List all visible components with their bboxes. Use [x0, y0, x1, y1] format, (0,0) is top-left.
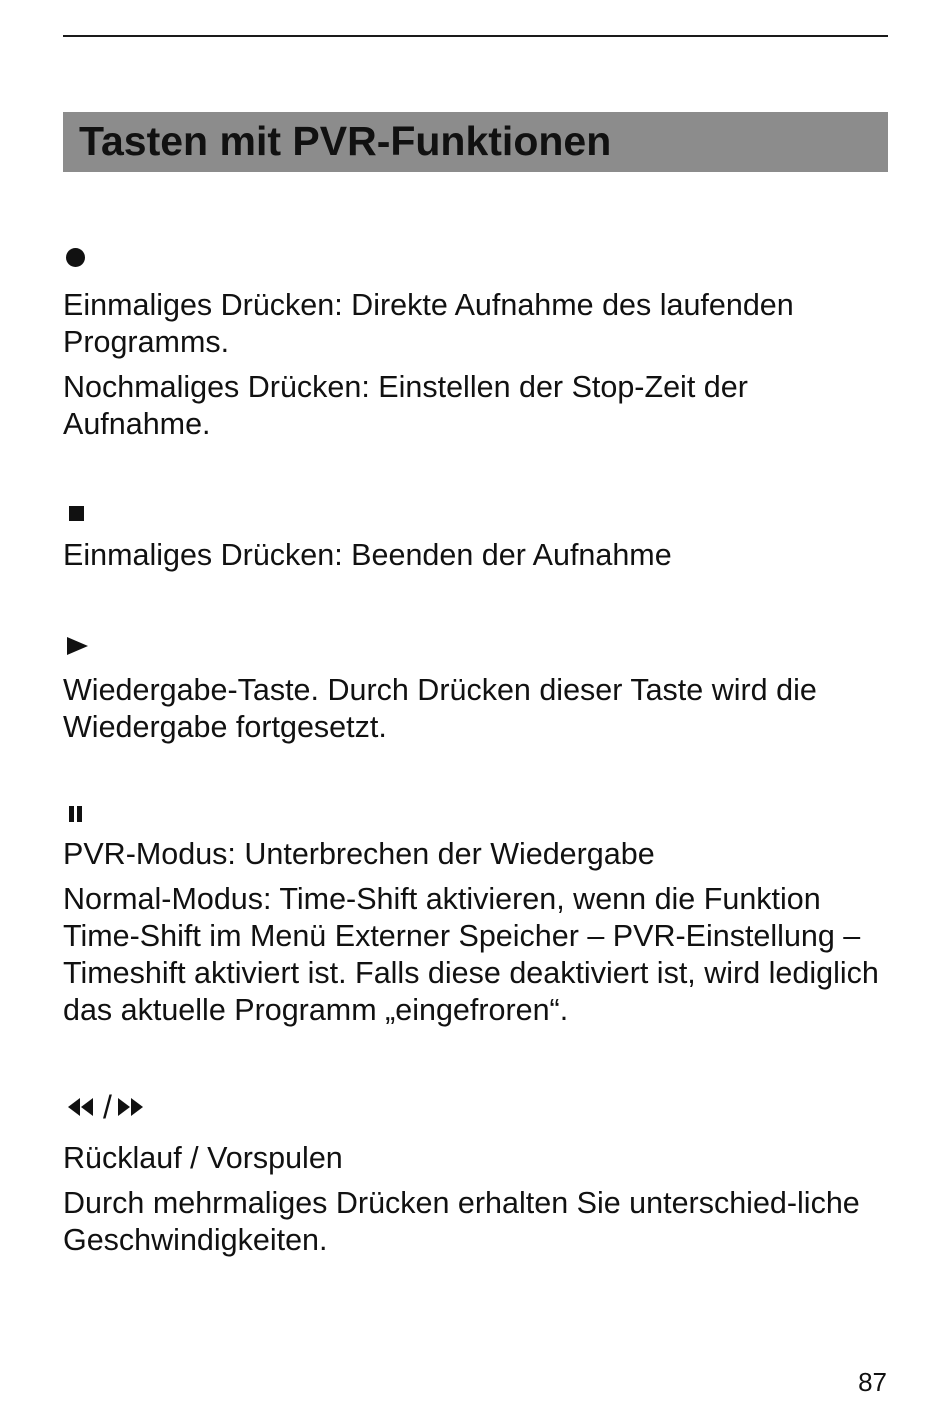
section-title-bar [63, 112, 888, 172]
rewind-icon [63, 1090, 97, 1124]
pause-normal-mode-text: Normal-Modus: Time-Shift aktivieren, wenn die Funktion Time-Shift im Menü Externer Speicher – PVR-Einstellung – Timeshift aktiviert ist. Falls diese deaktiviert ist, wird lediglich das aktuelle Programm „eingefroren“. [63, 882, 879, 1027]
fast-forward-icon [115, 1090, 149, 1124]
stop-press-text: Einmaliges Drücken: Beenden der Aufnahme [63, 538, 672, 572]
play-symbol [63, 631, 93, 661]
record-description [63, 287, 893, 443]
pause-icon [63, 799, 93, 829]
rewind-forward-symbol [63, 1089, 149, 1125]
pause-symbol [63, 799, 93, 829]
pause-pvr-mode-text: PVR-Modus: Unterbrechen der Wiedergabe [63, 837, 655, 871]
symbol-separator: / [103, 1089, 112, 1125]
record-single-press-text: Einmaliges Drücken: Direkte Aufnahme des laufenden Programms. [63, 288, 794, 359]
pause-description [63, 836, 893, 1029]
page-number: 87 [858, 1367, 887, 1397]
play-icon [63, 631, 93, 661]
stop-icon [69, 506, 84, 521]
rewind-forward-speed-text: Durch mehrmaliges Drücken erhalten Sie unterschied-liche Geschwindigkeiten. [63, 1186, 860, 1257]
header-rule [63, 35, 888, 37]
rewind-forward-label-text: Rücklauf / Vorspulen [63, 1141, 343, 1175]
record-double-press-text: Nochmaliges Drücken: Einstellen der Stop-Zeit der Aufnahme. [63, 370, 748, 441]
stop-symbol [63, 498, 84, 528]
record-icon [66, 248, 85, 267]
rewind-forward-description [63, 1140, 893, 1259]
record-symbol [63, 242, 85, 272]
play-text: Wiedergabe-Taste. Durch Drücken dieser Taste wird die Wiedergabe fortgesetzt. [63, 673, 817, 744]
stop-description [63, 537, 893, 574]
page-title: Tasten mit PVR-Funktionen [79, 118, 612, 164]
play-description [63, 672, 893, 746]
